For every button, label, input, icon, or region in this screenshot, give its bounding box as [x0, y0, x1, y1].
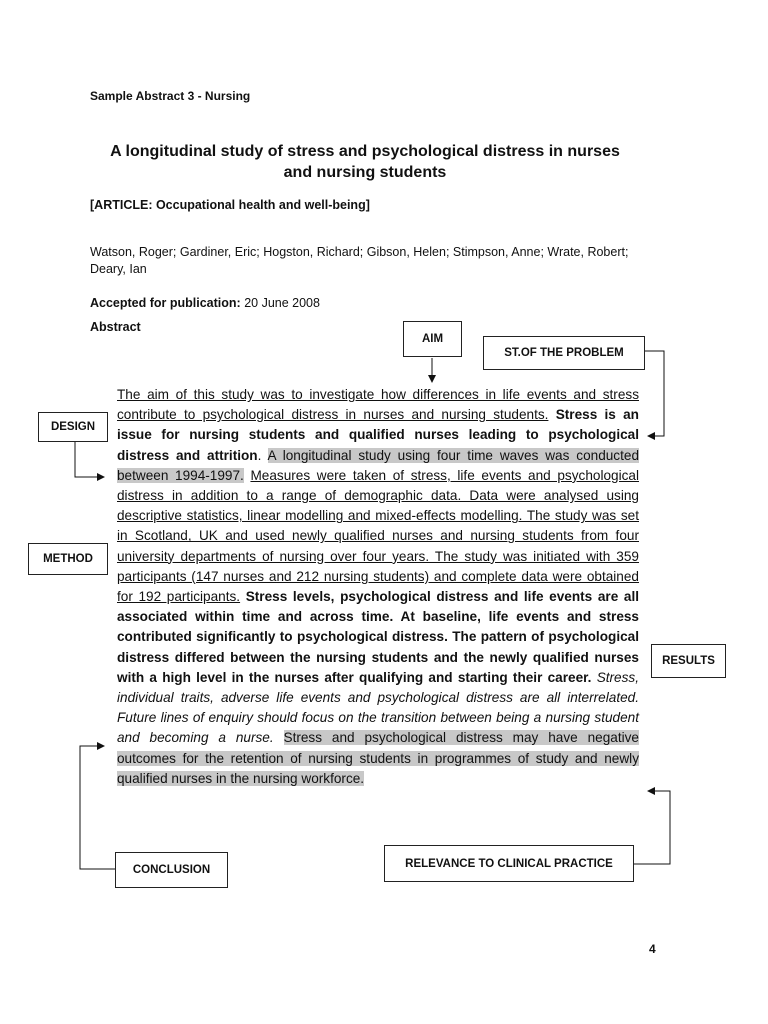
article-tag: [ARTICLE: Occupational health and well-being] — [90, 198, 370, 212]
abstract-problem: Stress is an issue for nursing students and qualified nurses leading to psychological distress and attrition — [117, 407, 639, 463]
method-label-box: METHOD — [28, 543, 108, 575]
abstract-heading: Abstract — [90, 320, 141, 334]
authors: Watson, Roger; Gardiner, Eric; Hogston, Richard; Gibson, Helen; Stimpson, Anne; Wrate, Robert; Deary, Ian — [90, 245, 629, 276]
design-label-box: DESIGN — [38, 412, 108, 442]
design-arrow — [75, 441, 104, 477]
abstract-design: A longitudinal study using four time waves was conducted between 1994-1997. — [117, 447, 640, 483]
page-number: 4 — [649, 942, 656, 956]
document-header-label: Sample Abstract 3 - Nursing — [90, 89, 251, 103]
abstract-problem-end: . — [257, 447, 268, 463]
abstract-body — [117, 385, 639, 789]
problem-label-box: ST.OF THE PROBLEM — [483, 336, 645, 370]
article-title: A longitudinal study of stress and psychological distress in nurses and nursing students — [110, 143, 620, 181]
relevance-arrow — [634, 791, 670, 864]
accepted-label: Accepted for publication: — [90, 296, 241, 310]
abstract-results: Stress levels, psychological distress and life events are all associated within time and across time. At baseline, life events and stress contributed significantly to psychological distress. The pattern of psychological distress differed between the nursing students and the newly qualified nurses with a high level in the nurses after qualifying and starting their career. — [117, 589, 639, 685]
conclusion-arrow — [80, 746, 115, 869]
abstract-relevance: Stress and psychological distress may have negative outcomes for the retention of nursing students in programmes of study and newly qualified nurses in the nursing workforce. — [117, 730, 639, 786]
results-label-box: RESULTS — [651, 644, 726, 678]
accepted-date: 20 June 2008 — [244, 296, 320, 310]
abstract-conclusion: Stress, individual traits, adverse life events and psychological distress are all interrelated. Future lines of enquiry should focus on the transition between being a nursing student and becoming a nurse. — [117, 669, 639, 746]
abstract-aim: The aim of this study was to investigate how differences in life events and stress contribute to psychological distress in nurses and nursing students. — [117, 387, 639, 423]
aim-label-box: AIM — [403, 321, 462, 357]
abstract-method: Measures were taken of stress, life events and psychological distress in addition to a range of demographic data. Data were analysed using descriptive statistics, linear modelling and mixed-effects modelling. The study was set in Scotland, UK and used newly qualified nurses and nursing students from four university departments of nursing over four years. The study was initiated with 359 participants (147 nurses and 212 nursing students) and complete data were obtained for 192 participants. — [117, 467, 639, 605]
conclusion-label-box: CONCLUSION — [115, 852, 228, 888]
problem-arrow — [645, 351, 664, 436]
relevance-label-box: RELEVANCE TO CLINICAL PRACTICE — [384, 845, 634, 882]
